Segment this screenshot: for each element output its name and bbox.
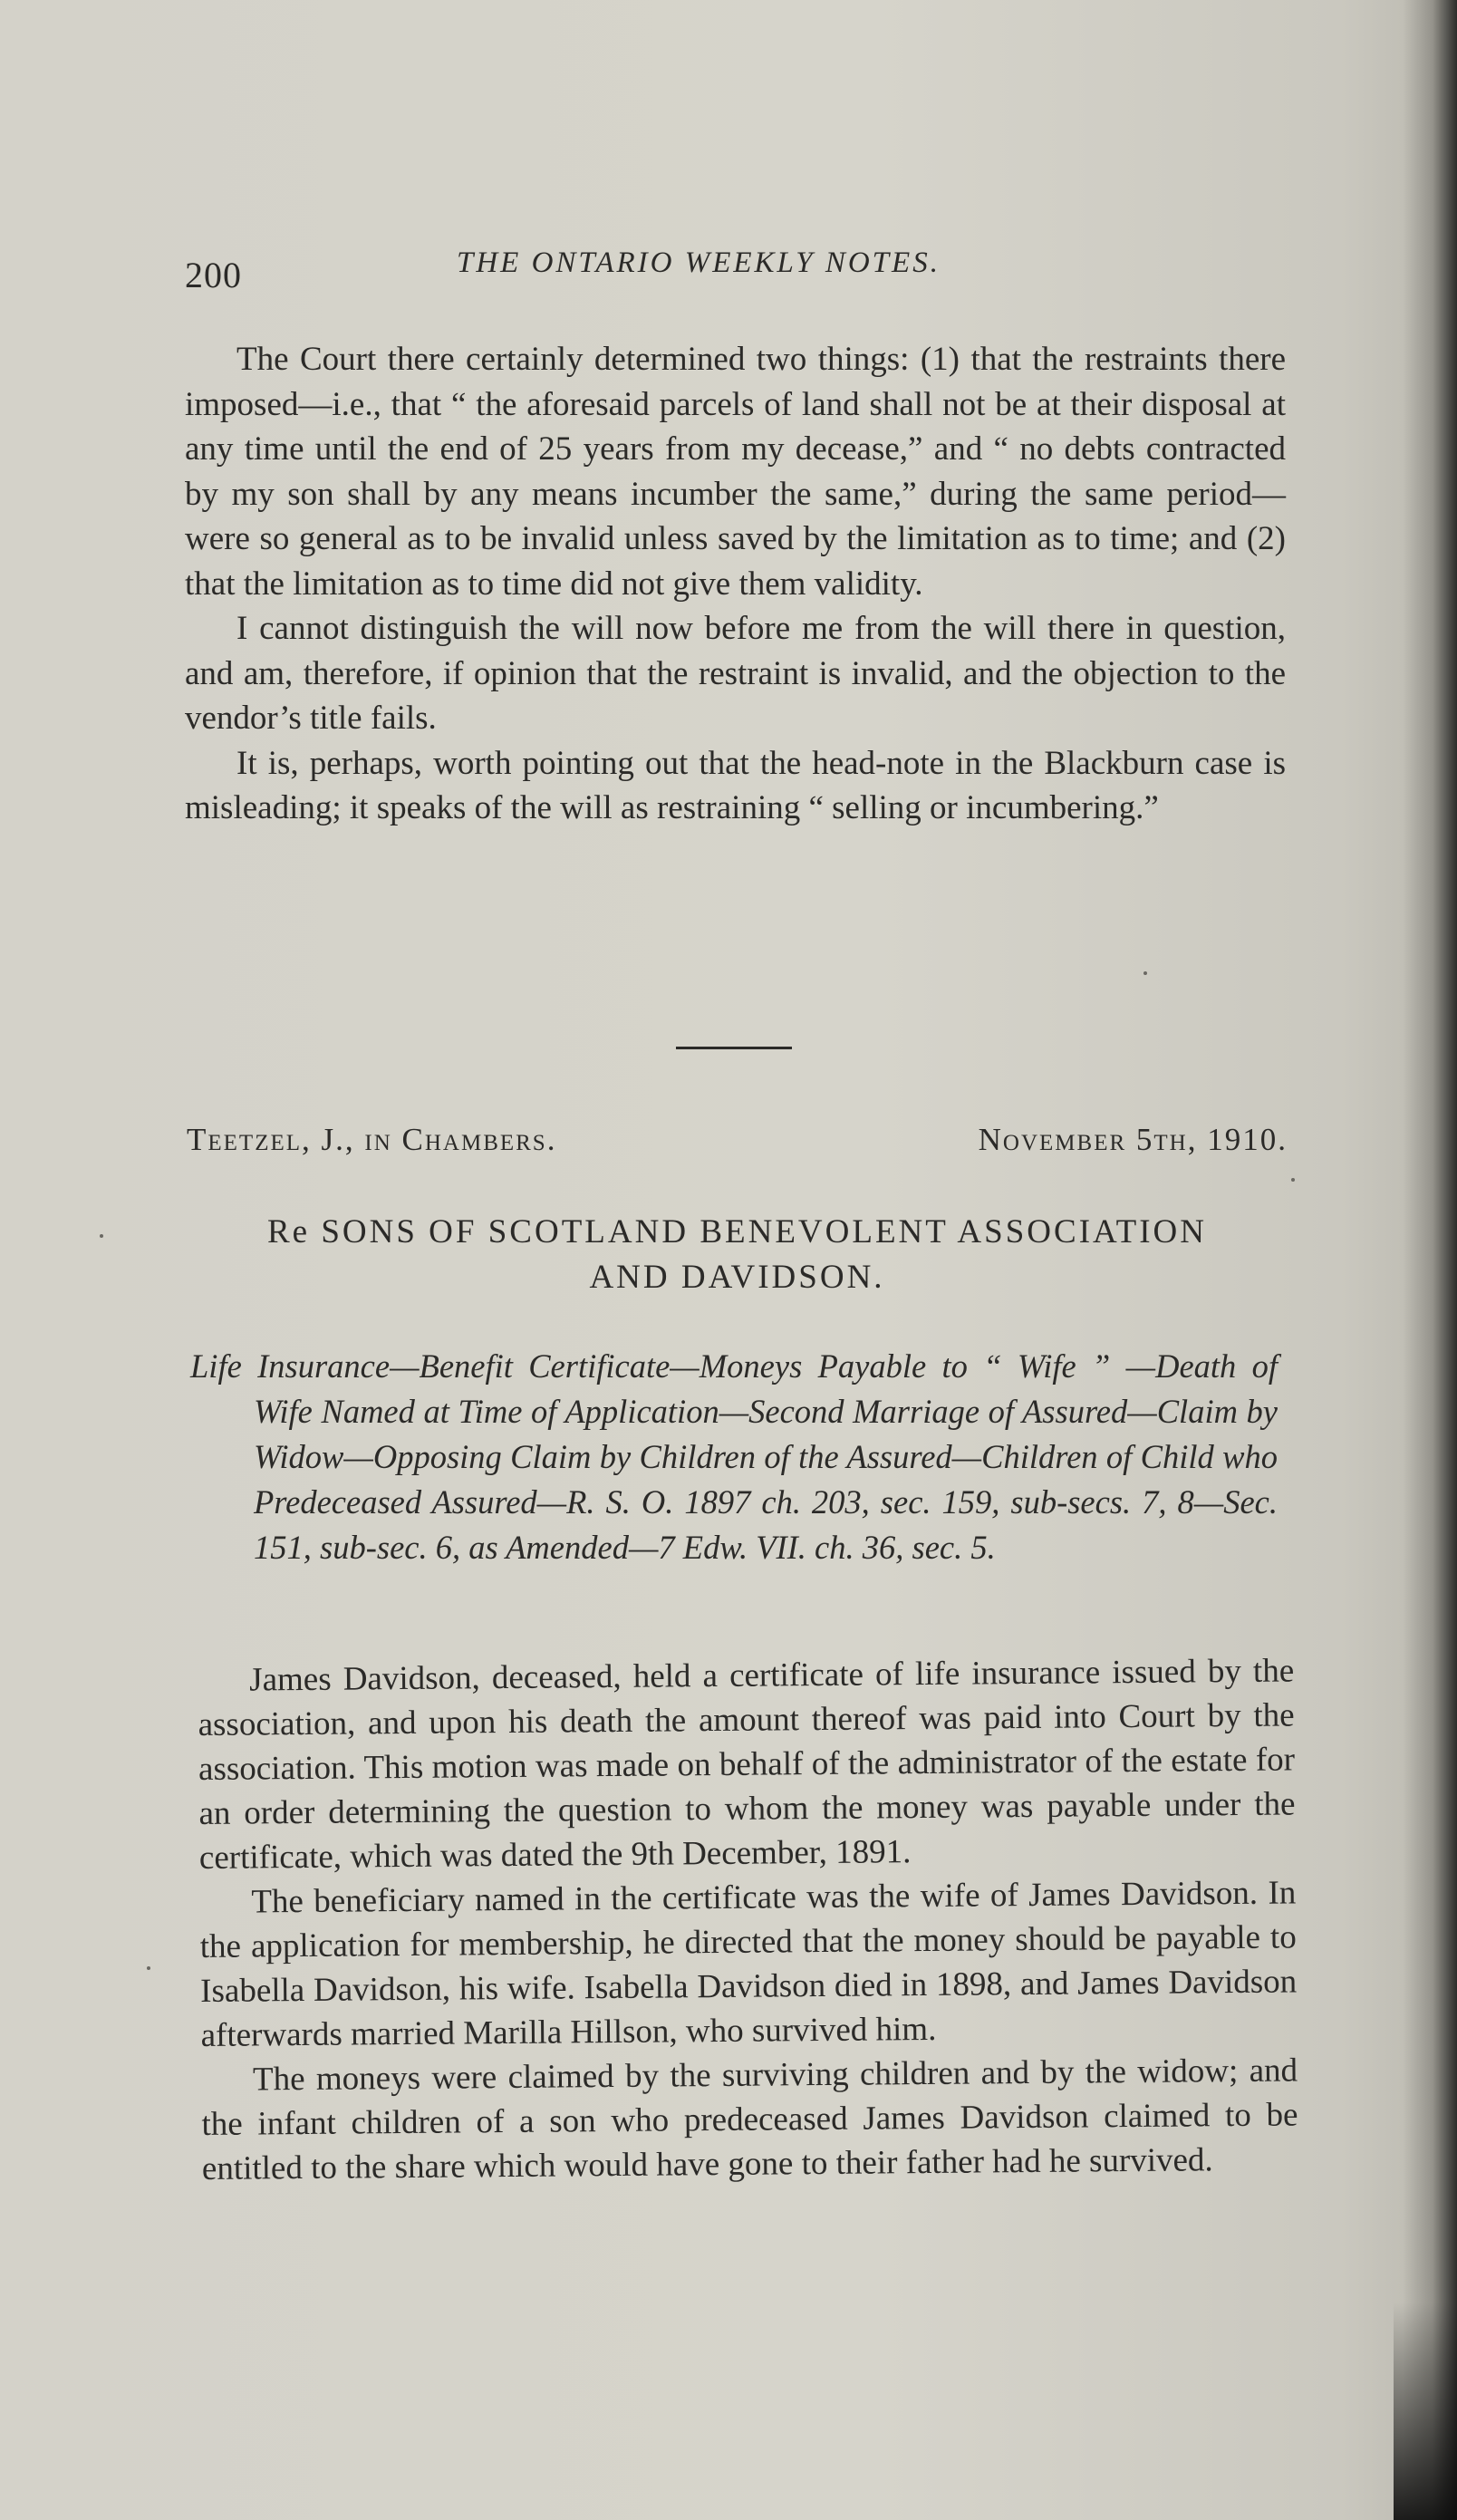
paper-speck xyxy=(1143,971,1147,975)
case-headnote: Life Insurance—Benefit Certificate—Moneys Payable to “ Wife ” —Death of Wife Named at Time of Application—Second Marriage of Assured—Claim by Widow—Opposing Claim by Children of the Assured—Children of Child who Predeceased Assured—R. S. O. 1897 ch. 203, sec. 159, sub-secs. 7, 8—Sec. 151, sub-sec. 6, as Amended—7 Edw. VII. ch. 36, sec. 5. xyxy=(190,1347,1278,1566)
page-corner-shadow xyxy=(1394,2303,1457,2520)
case-caption xyxy=(187,1122,1288,1167)
judge-line: Teetzel, J., in Chambers. xyxy=(187,1122,557,1157)
paragraph: I cannot distinguish the will now before me from the will there in question, and am, therefore, if opinion that the restraint is invalid, and the objection to the vendor’s title fails. xyxy=(185,610,1286,737)
paragraph: It is, perhaps, worth pointing out that the head-note in the Blackburn case is misleading; it speaks of the will as restraining “ selling or incumbering.” xyxy=(185,744,1286,826)
paper-speck xyxy=(100,1234,103,1238)
page-header xyxy=(185,246,1286,301)
case-title xyxy=(187,1210,1288,1300)
section-divider xyxy=(676,1047,792,1049)
continued-judgment-text xyxy=(185,337,1286,831)
case-title-line: AND DAVIDSON. xyxy=(589,1259,885,1296)
paragraph: The Court there certainly determined two things: (1) that the restraints there imposed—i.e., that “ the aforesaid parcels of land shall not be at their disposal at any time until the end of 25 years from my decease,” and “ no debts contracted by my son shall by any means incumber the same,” during the same period—were so general as to be invalid unless saved by the limitation as to time; and (2) that the limitation as to time did not give them validity. xyxy=(185,341,1286,603)
paper-speck xyxy=(1291,1178,1295,1182)
paper-speck xyxy=(147,1966,150,1970)
page-edge-shadow xyxy=(1403,0,1457,2520)
paragraph: The moneys were claimed by the surviving children and by the widow; and the infant children of a son who predeceased James Davidson claimed to be entitled to the share which would have gone to their father had he survived. xyxy=(201,2052,1298,2187)
page-number: 200 xyxy=(185,255,242,295)
paragraph: The beneficiary named in the certificate was the wife of James Davidson. In the application for membership, he directed that the money should be payable to Isabella Davidson, his wife. Isabella Davidson died in 1898, and James Davidson afterwards married Marilla Hillson, who survived him. xyxy=(199,1874,1298,2054)
running-title: THE ONTARIO WEEKLY NOTES. xyxy=(457,246,941,279)
paragraph: James Davidson, deceased, held a certificate of life insurance issued by the association, and upon his death the amount thereof was paid into Court by the association. This motion was made on behalf of the administrator of the estate for an order determining the question to whom the money was payable under the certificate, which was dated the 9th December, 1891. xyxy=(198,1652,1296,1877)
decision-date: November 5th, 1910. xyxy=(978,1122,1288,1157)
case-title-line: Re SONS OF SCOTLAND BENEVOLENT ASSOCIATION xyxy=(266,1213,1208,1250)
case-body-text xyxy=(198,1648,1298,2191)
